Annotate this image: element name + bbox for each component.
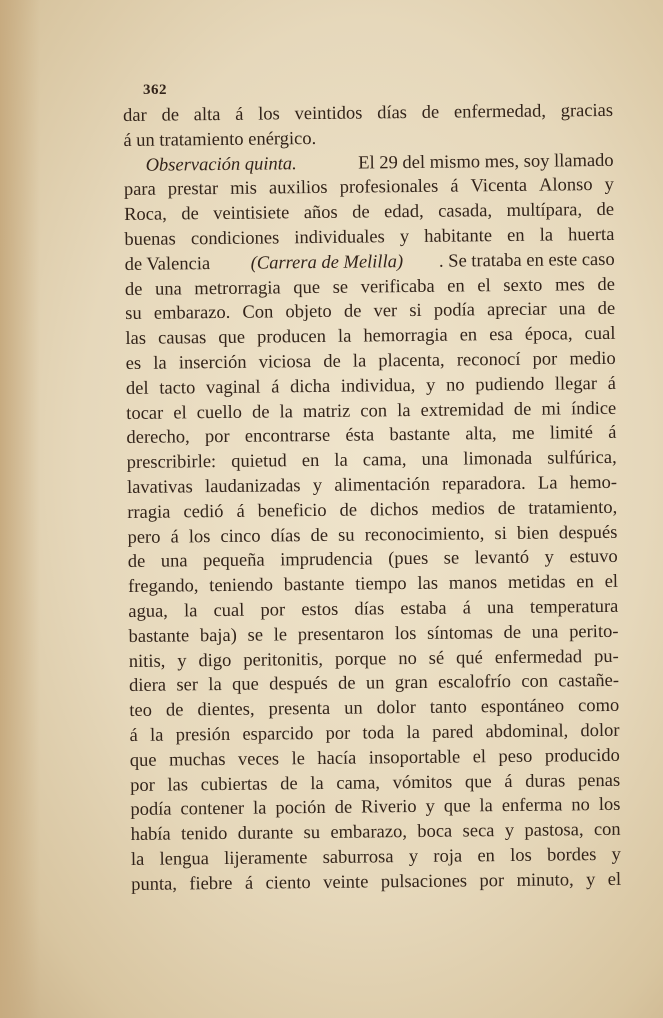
italic-text: (Carrera de Melilla) bbox=[250, 251, 404, 274]
text-line bbox=[123, 99, 613, 129]
text-segment: para prestar mis auxilios profesionales á Vicenta Alonso y bbox=[123, 175, 614, 201]
text-segment: por las cubiertas de la cama, vómitos que á duras penas bbox=[130, 770, 621, 796]
text-segment: á la presión esparcido por toda la pared abdominal, dolor bbox=[129, 720, 620, 746]
text-segment: rragia cedió á beneficio de dichos medios de tratamiento, bbox=[127, 497, 618, 523]
text-segment: lavativas laudanizadas y alimentación reparadora. La hemo- bbox=[126, 472, 618, 498]
text-segment: las causas que producen la hemorragia en esa época, cual bbox=[125, 324, 616, 350]
text-segment: buenas condiciones individuales y habitante en la huerta bbox=[124, 224, 615, 250]
text-segment: . Se trataba en este caso bbox=[438, 249, 615, 272]
text-segment: del tacto vaginal á dicha individua, y no pudiendo llegar á bbox=[125, 373, 617, 399]
text-segment: teo de dientes, presenta un dolor tanto espontáneo como bbox=[129, 695, 620, 722]
text-segment: nitis, y digo peritonitis, porque no sé qué enfermedad pu- bbox=[128, 646, 619, 672]
text-segment: su embarazo. Con objeto de ver si podía apreciar una de bbox=[125, 299, 616, 325]
text-segment: que muchas veces le hacía insoportable el peso producido bbox=[129, 745, 620, 771]
text-segment: de una pequeña imprudencia (pues se levantó y estuvo bbox=[127, 547, 618, 573]
text-segment: es la inserción viciosa de la placenta, reconocí por medio bbox=[125, 348, 616, 374]
text-segment: podía contener la poción de Riverio y que la enferma no los bbox=[130, 795, 621, 821]
text-segment: dar de alta á los veintidos días de enfermedad, gracias bbox=[123, 100, 614, 126]
text-segment: punta, fiebre á ciento veinte pulsaciones por minuto, y el bbox=[131, 869, 622, 895]
text-segment: había tenido durante su embarazo, boca seca y pastosa, con bbox=[130, 819, 621, 846]
text-segment: la lengua lijeramente saburrosa y roja en los bordes y bbox=[130, 844, 621, 870]
page-number: 362 bbox=[143, 82, 167, 98]
italic-text: Observación quinta. bbox=[145, 153, 297, 176]
text-segment: diera ser la que después de un gran escalofrío con castañe- bbox=[128, 671, 620, 697]
text-segment: á un tratamiento enérgico. bbox=[123, 128, 317, 151]
body-text bbox=[123, 99, 621, 898]
text-segment: tocar el cuello de la matriz con la extremidad de mi índice bbox=[126, 398, 617, 424]
page-shadow-edge bbox=[0, 0, 40, 1018]
text-segment: de una metrorragia que se verificaba en el sexto mes de bbox=[124, 274, 616, 300]
text-segment: de Valencia bbox=[124, 253, 215, 275]
text-segment: bastante baja) se le presentaron los síntomas de una perito- bbox=[128, 621, 619, 647]
text-segment: agua, la cual por estos días estaba á una temperatura bbox=[128, 596, 619, 622]
text-segment: prescribirle: quietud en la cama, una limonada sulfúrica, bbox=[126, 448, 617, 474]
text-segment: pero á los cinco días de su reconocimiento, si bien después bbox=[127, 522, 618, 548]
text-segment: Roca, de veintisiete años de edad, casada, multípara, de bbox=[124, 200, 615, 226]
text-segment: El 29 del mismo mes, soy llamado bbox=[353, 150, 614, 174]
text-segment: derecho, por encontrarse ésta bastante alta, me limité á bbox=[126, 423, 617, 449]
text-segment: fregando, teniendo bastante tiempo las manos metidas en el bbox=[127, 571, 619, 598]
text-line bbox=[131, 868, 621, 898]
